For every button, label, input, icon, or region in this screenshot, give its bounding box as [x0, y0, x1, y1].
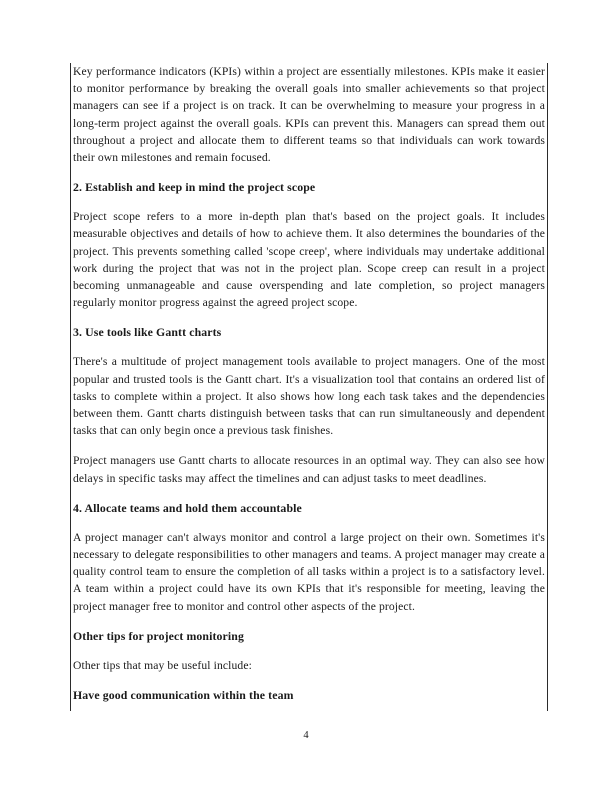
paragraph-gantt-resources: Project managers use Gantt charts to allocate resources in an optimal way. They can also see how delays in specific tasks may affect the timelines and can adjust tasks to meet deadlines.	[73, 454, 545, 485]
paragraph-project-scope: Project scope refers to a more in-depth plan that's based on the project goals. It includes measurable objectives and details of how to achieve them. It also determines the boundaries of the project. This prevents something called 'scope creep', where individuals may undertake additional work during the project that was not in the project plan. Scope creep can result in a project becoming unmanageable and cause overspending and late completion, so project managers regularly monitor progress against the agreed project scope.	[73, 210, 545, 310]
page-number: 4	[303, 730, 309, 741]
paragraph-gantt-tools: There's a multitude of project management tools available to project managers. One of the most popular and trusted tools is the Gantt chart. It's a visualization tool that contains an ordered list of tasks to complete within a project. It also shows how long each task takes and the dependencies between them. Gantt charts distinguish between tasks that can run simultaneously and dependent tasks that can only begin once a previous task finishes.	[73, 355, 545, 438]
heading-good-communication: Have good communication within the team	[73, 688, 294, 703]
text-column	[70, 63, 548, 711]
heading-4-allocate-teams: 4. Allocate teams and hold them accountable	[73, 500, 302, 515]
heading-3-gantt-charts: 3. Use tools like Gantt charts	[73, 325, 222, 340]
paragraph-allocate-teams: A project manager can't always monitor and control a large project on their own. Sometimes it's necessary to delegate responsibilities to other managers and teams. A project manager may create a quality control team to ensure the completion of all tasks within a project is to a satisfactory level. A team within a project could have its own KPIs that it's responsible for meeting, leaving the project manager free to monitor and control other aspects of the project.	[73, 530, 545, 613]
paragraph-other-tips-intro: Other tips that may be useful include:	[73, 658, 252, 672]
paragraph-kpis: Key performance indicators (KPIs) within a project are essentially milestones. KPIs make it easier to monitor performance by breaking the overall goals into smaller achievements so that project managers can see if a project is on track. It can be overwhelming to measure your progress in a long-term project against the overall goals. KPIs can prevent this. Managers can spread them out throughout a project and allocate them to different teams so that individuals can work towards their own milestones and remain focused.	[73, 65, 545, 165]
text-column-inner	[71, 63, 547, 703]
heading-other-tips: Other tips for project monitoring	[73, 628, 244, 643]
heading-2-project-scope: 2. Establish and keep in mind the project scope	[73, 180, 316, 195]
